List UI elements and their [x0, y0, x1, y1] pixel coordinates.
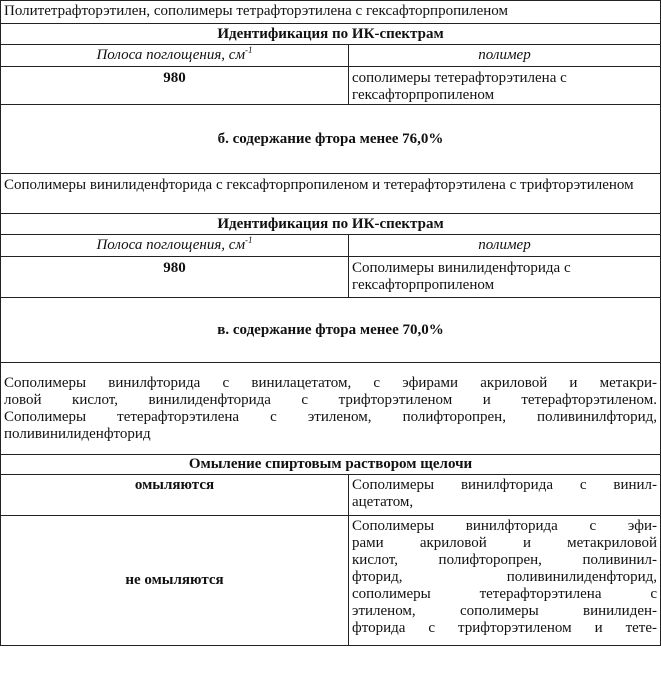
polymer-group-3-line: ловой кислот, винилиденфторида с трифторэтиленом и тетерафторэтиленом. — [4, 391, 658, 408]
table-row — [1, 516, 661, 646]
polymer-name-1: сополимеры тетерафторэтилена с гексафторпропиленом — [349, 67, 661, 105]
non-saponifiable-line: рами акриловой и метакриловой — [352, 535, 658, 551]
saponifiable-polymers — [349, 475, 661, 516]
polymer-name-2: Сополимеры винилиденфторида с гексафторпропиленом — [349, 257, 661, 298]
table-row — [1, 1, 661, 24]
table-row — [1, 214, 661, 235]
non-saponifiable-line: кислот, полифторопрен, поливинил- — [352, 552, 658, 568]
ir-identification-header-2: Идентификация по ИК-спектрам — [1, 214, 661, 235]
absorption-band-label: Полоса поглощения, см — [96, 47, 246, 63]
saponifiable-line: ацетатом, — [352, 494, 414, 510]
unit-superscript: -1 — [245, 45, 253, 55]
absorption-band-value-1: 980 — [1, 67, 349, 105]
polymer-group-2: Сополимеры винилиденфторида с гексафторпропиленом и тетерафторэтилена с трифторэтиленом — [1, 174, 661, 214]
saponifiable-line: Сополимеры винилфторида с винил- — [352, 477, 658, 493]
absorption-band-column-header-1 — [1, 45, 349, 67]
polymer-column-header-1: полимер — [349, 45, 661, 67]
table-row — [1, 363, 661, 455]
saponification-header: Омыление спиртовым раствором щелочи — [1, 455, 661, 475]
absorption-band-label: Полоса поглощения, см — [96, 237, 246, 253]
table-row — [1, 235, 661, 257]
polymer-group-1: Политетрафторэтилен, сополимеры тетрафторэтилена с гексафторпропиленом — [1, 1, 661, 24]
unit-superscript: -1 — [245, 235, 253, 245]
polymer-group-3 — [1, 363, 661, 455]
table-row — [1, 298, 661, 363]
polymer-group-3-line: Сополимеры винилфторида с винилацетатом, с эфирами акриловой и метакри- — [4, 374, 658, 391]
section-v-heading: в. содержание фтора менее 70,0% — [1, 298, 661, 363]
table-row — [1, 24, 661, 45]
table-row — [1, 67, 661, 105]
table-row — [1, 257, 661, 298]
polymer-group-3-line: поливинилиденфторид — [4, 425, 151, 442]
non-saponifiable-line: сополимеры тетерафторэтилена с — [352, 586, 658, 602]
non-saponifiable-line: фторида с трифторэтиленом и тете- — [352, 620, 658, 636]
non-saponifiable-polymers — [349, 516, 661, 646]
non-saponifiable-line: Сополимеры винилфторида с эфи- — [352, 518, 658, 534]
absorption-band-value-2: 980 — [1, 257, 349, 298]
table-row — [1, 105, 661, 174]
table-row — [1, 45, 661, 67]
non-saponifiable-label: не омыляются — [1, 516, 349, 646]
saponifiable-label: омыляются — [1, 475, 349, 516]
absorption-band-column-header-2 — [1, 235, 349, 257]
polymer-group-3-line: Сополимеры тетерафторэтилена с этиленом, полифторопрен, поливинилфторид, — [4, 408, 658, 425]
ir-identification-header-1: Идентификация по ИК-спектрам — [1, 24, 661, 45]
table-row — [1, 174, 661, 214]
non-saponifiable-line: фторид, поливинилиденфторид, — [352, 569, 658, 585]
section-b-heading: б. содержание фтора менее 76,0% — [1, 105, 661, 174]
non-saponifiable-line: этиленом, сополимеры винилиден- — [352, 603, 658, 619]
table-row — [1, 475, 661, 516]
polymer-column-header-2: полимер — [349, 235, 661, 257]
table-row — [1, 455, 661, 475]
